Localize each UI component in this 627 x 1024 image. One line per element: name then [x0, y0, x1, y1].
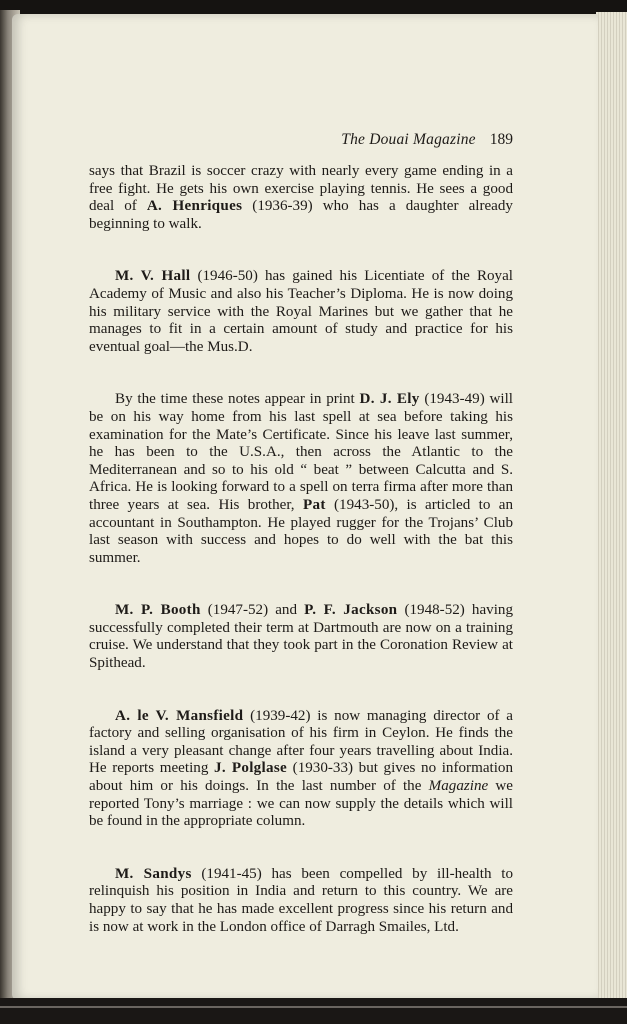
- name-highlight: J. Polglase: [213, 760, 288, 777]
- name-highlight: M. P. Booth: [115, 602, 201, 619]
- text-run: (1939-42) is now managing director of a factory and selling organisation of his firm in Ceylon. He finds the island a very pleasant change after four years travelling about India. He reports meeting: [89, 707, 514, 777]
- page-edges: [596, 12, 627, 1002]
- text-run: (1947-52) and: [200, 602, 305, 619]
- name-highlight: M. V. Hall: [115, 268, 191, 285]
- name-highlight: A. le V. Mansfield: [115, 707, 244, 724]
- name-highlight: Pat: [302, 496, 326, 513]
- scan-top-border: [0, 0, 627, 14]
- text-run: (1930-33) but gives no information about him or his doings. In the last number of the: [89, 760, 513, 795]
- text-run: (1941-45) has been compelled by ill-health to relinquish his position in India and return to this country. We are happy to say that he has made excellent progress since his return and is now at work in the London office of Darragh Smailes, Ltd.: [89, 865, 513, 935]
- name-highlight: D. J. Ely: [359, 391, 420, 408]
- running-header: [325, 131, 513, 149]
- scan-bottom-border: [0, 998, 627, 1024]
- page-number: 189: [489, 131, 513, 148]
- text-run: (1943-49) will be on his way home from his last spell at sea before taking his examination for the Mate’s Certificate. Since his leave last summer, he has been to the U.S.A., then across the Atlantic to the Mediterranean and so to his old “ beat ” between Calcutta and S. Africa. He is looking forward to a spell on terra firma after more than three years at sea. His brother,: [89, 391, 513, 513]
- name-highlight: M. Sandys: [115, 865, 192, 882]
- name-highlight: P. F. Jackson: [304, 602, 398, 619]
- text-run: (1943-50), is articled to an accountant in Southampton. He played rugger for the Trojans’ Club last season with success and hopes to do well with the bat this summer.: [89, 496, 513, 566]
- text-run: (1948-52) having successfully completed their term at Dartmouth are now on a training cruise. We understand that they took part in the Coronation Review at Spithead.: [89, 602, 513, 672]
- page-body: [89, 163, 513, 971]
- name-highlight: A. Henriques: [146, 198, 243, 215]
- running-title: The Douai Magazine: [341, 131, 476, 148]
- paragraph: [89, 268, 513, 356]
- text-run: we reported Tony’s marriage : we can now supply the details which will be found in the appropriate column.: [89, 778, 513, 830]
- text-run: says that Brazil is soccer crazy with nearly every game ending in a free fight. He gets his own exercise playing tennis. He sees a good deal of: [89, 163, 513, 215]
- italic-title: Magazine: [428, 778, 489, 795]
- paragraph: [89, 866, 513, 936]
- text-run: (1936-39) who has a daughter already beginning to walk.: [89, 198, 513, 232]
- text-run: (1946-50) has gained his Licentiate of the Royal Academy of Music and also his Teacher’s Diploma. He is now doing his military service with the Royal Marines but we gather that he manages to fit in a certain amount of study and practice for his eventual goal—the Mus.D.: [89, 268, 513, 355]
- paragraph: [89, 708, 513, 831]
- paragraph: [89, 163, 513, 233]
- paragraph: [89, 391, 513, 567]
- text-run: By the time these notes appear in print: [115, 391, 360, 408]
- paragraph: [89, 602, 513, 672]
